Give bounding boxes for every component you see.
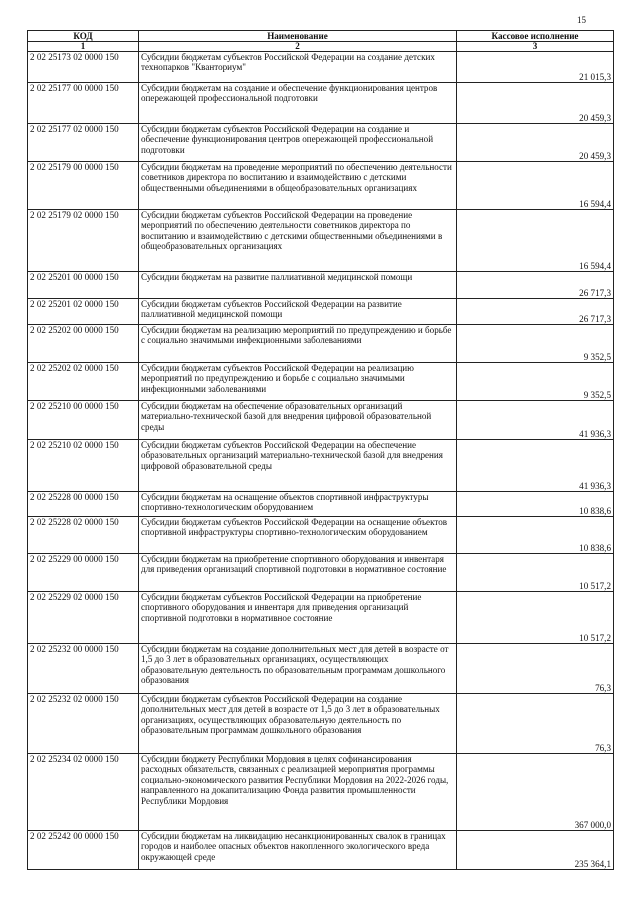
row-name: Субсидии бюджетам на оснащение объектов спортивной инфраструктуры спортивно-технологическим оборудованием [139,492,457,517]
row-code: 2 02 25228 00 0000 150 [28,492,139,517]
table-row [28,644,614,694]
table-body [28,52,614,870]
row-code: 2 02 25179 00 0000 150 [28,162,139,210]
row-code: 2 02 25179 02 0000 150 [28,210,139,272]
table-row [28,52,614,83]
row-code: 2 02 25177 02 0000 150 [28,124,139,162]
table-row [28,831,614,870]
row-code: 2 02 25210 00 0000 150 [28,401,139,440]
row-code: 2 02 25173 02 0000 150 [28,52,139,83]
row-name: Субсидии бюджетам на ликвидацию несанкционированных свалок в границах городов и наиболее опасных объектов накопленного экологического вреда окружающей среде [139,831,457,870]
row-name: Субсидии бюджетам на развитие паллиативной медицинской помощи [139,272,457,299]
row-amount: 26 717,3 [457,272,614,299]
row-name: Субсидии бюджетам субъектов Российской Федерации на создание детских технопарков "Кванториум" [139,52,457,83]
row-name: Субсидии бюджетам на реализацию мероприятий по предупреждению и борьбе с социально значимыми инфекционными заболеваниями [139,325,457,363]
header-amount: Кассовое исполнение [457,31,614,42]
row-amount: 10 838,6 [457,492,614,517]
row-name: Субсидии бюджетам субъектов Российской Федерации на проведение мероприятий по обеспечению деятельности советников директора по воспитанию и взаимодействию с детскими общественными объединениями в общеобразовательных организациях [139,210,457,272]
row-amount: 76,3 [457,694,614,754]
table-row [28,401,614,440]
row-amount: 20 459,3 [457,124,614,162]
page-number: 15 [577,15,586,25]
budget-table [27,30,614,870]
column-number-3: 3 [457,42,614,52]
row-code: 2 02 25228 02 0000 150 [28,517,139,554]
column-number-1: 1 [28,42,139,52]
header-row [28,31,614,42]
row-amount: 10 517,2 [457,554,614,592]
row-amount: 20 459,3 [457,83,614,124]
row-code: 2 02 25234 02 0000 150 [28,754,139,831]
row-amount: 10 517,2 [457,592,614,644]
header-name: Наименование [139,31,457,42]
row-amount: 26 717,3 [457,299,614,325]
row-code: 2 02 25202 02 0000 150 [28,363,139,401]
row-code: 2 02 25229 02 0000 150 [28,592,139,644]
table-row [28,210,614,272]
row-code: 2 02 25232 02 0000 150 [28,694,139,754]
row-amount: 16 594,4 [457,162,614,210]
row-name: Субсидии бюджетам субъектов Российской Федерации на обеспечение образовательных организаций материально-технической базой для внедрения цифровой образовательной среды [139,440,457,492]
row-amount: 367 000,0 [457,754,614,831]
table-row [28,363,614,401]
row-amount: 9 352,5 [457,325,614,363]
table-row [28,440,614,492]
table-row [28,325,614,363]
table-row [28,754,614,831]
row-name: Субсидии бюджетам субъектов Российской Федерации на развитие паллиативной медицинской помощи [139,299,457,325]
row-amount: 9 352,5 [457,363,614,401]
row-amount: 21 015,3 [457,52,614,83]
header-code: КОД [28,31,139,42]
row-amount: 41 936,3 [457,440,614,492]
column-number-row [28,42,614,52]
row-code: 2 02 25177 00 0000 150 [28,83,139,124]
table-row [28,592,614,644]
table-row [28,124,614,162]
row-code: 2 02 25201 02 0000 150 [28,299,139,325]
row-amount: 16 594,4 [457,210,614,272]
row-code: 2 02 25202 00 0000 150 [28,325,139,363]
row-name: Субсидии бюджетам на приобретение спортивного оборудования и инвентаря для приведения организаций спортивной подготовки в нормативное состояние [139,554,457,592]
row-amount: 76,3 [457,644,614,694]
row-name: Субсидии бюджетам на создание и обеспечение функционирования центров опережающей профессиональной подготовки [139,83,457,124]
table-row [28,162,614,210]
row-name: Субсидии бюджетам субъектов Российской Федерации на создание дополнительных мест для детей в возрасте от 1,5 до 3 лет в образовательных организациях, осуществляющих образовательную деятельность по образовательным программам дошкольного образования [139,694,457,754]
table-row [28,272,614,299]
row-amount: 235 364,1 [457,831,614,870]
column-number-2: 2 [139,42,457,52]
table-row [28,492,614,517]
row-amount: 10 838,6 [457,517,614,554]
table-row [28,83,614,124]
row-name: Субсидии бюджетам на обеспечение образовательных организаций материально-технической базой для внедрения цифровой образовательной среды [139,401,457,440]
row-name: Субсидии бюджетам субъектов Российской Федерации на реализацию мероприятий по предупреждению и борьбе с социально значимыми инфекционными заболеваниями [139,363,457,401]
row-code: 2 02 25229 00 0000 150 [28,554,139,592]
table-row [28,694,614,754]
table-row [28,299,614,325]
row-code: 2 02 25210 02 0000 150 [28,440,139,492]
row-name: Субсидии бюджетам на создание дополнительных мест для детей в возрасте от 1,5 до 3 лет в образовательных организациях, осуществляющих образовательную деятельность по образовательным программам дошкольного образования [139,644,457,694]
table-row [28,517,614,554]
row-code: 2 02 25201 00 0000 150 [28,272,139,299]
row-code: 2 02 25232 00 0000 150 [28,644,139,694]
row-name: Субсидии бюджетам на проведение мероприятий по обеспечению деятельности советников директора по воспитанию и взаимодействию с детскими общественными объединениями в общеобразовательных организациях [139,162,457,210]
table-row [28,554,614,592]
row-code: 2 02 25242 00 0000 150 [28,831,139,870]
row-name: Субсидии бюджетам субъектов Российской Федерации на оснащение объектов спортивной инфраструктуры спортивно-технологическим оборудованием [139,517,457,554]
row-name: Субсидии бюджету Республики Мордовия в целях софинансирования расходных обязательств, связанных с реализацией мероприятия программы социально-экономического развития Республики Мордовия на 2022-2026 годы, направленного на докапитализацию Фонда развития промышленности Республики Мордовия [139,754,457,831]
row-amount: 41 936,3 [457,401,614,440]
row-name: Субсидии бюджетам субъектов Российской Федерации на создание и обеспечение функционирования центров опережающей профессиональной подготовки [139,124,457,162]
row-name: Субсидии бюджетам субъектов Российской Федерации на приобретение спортивного оборудования и инвентаря для приведения организаций спортивной подготовки в нормативное состояние [139,592,457,644]
